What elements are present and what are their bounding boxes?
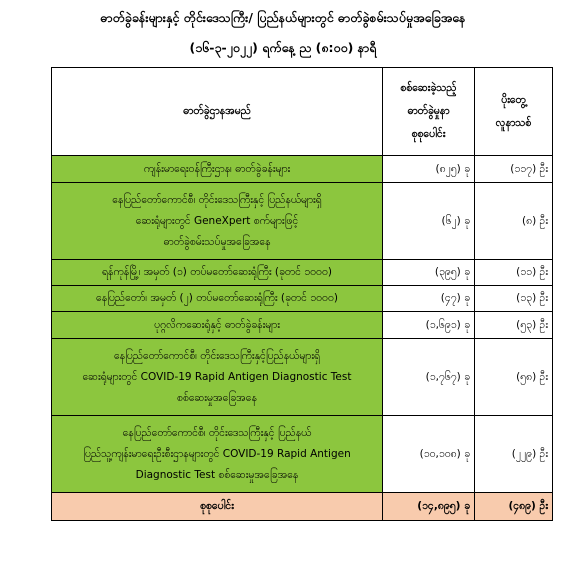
header-place: ဓာတ်ခွဲဌာနအမည် (52, 68, 383, 156)
report-date: (၁၆-၃-၂၀၂၂) ရက်နေ့ ည (၈:၀၀) နာရီ (189, 40, 377, 55)
place-cell: နေပြည်တော်၊ အမှတ် (၂) တပ်မတော်ဆေးရုံကြီး (ခုတင် ၁၀၀၀) (52, 286, 383, 312)
total-tests: (၁၄,၈၉၅) ခု (383, 493, 475, 521)
positive-cell: (၁၁၇) ဦး (475, 156, 553, 183)
header-positive-line: လူနာသစ် (495, 116, 532, 129)
header-tests-line: စစ်ဆေးခဲ့သည့် (400, 82, 457, 94)
tests-cell: (၃၉၅) ခု (383, 260, 475, 286)
positive-cell: (၁၃) ဦး (475, 286, 553, 312)
tests-cell: (၁,၇၆၇) ခု (383, 339, 475, 416)
header-tests-line: ဓာတ်ခွဲမှုနာ (407, 105, 450, 117)
header-positive (475, 68, 553, 156)
place-cell: နေပြည်တော်ကောင်စီ၊ တိုင်းဒေသကြီးနှင့် ပြည်နယ် ပြည်သူ့ကျန်းမာရေးဦးစီးဌာနများတွင် COVID-19 Rapid Antigen Diagnostic Test စစ်ဆေးမှုအခြေအနေ (52, 416, 383, 493)
tests-cell: (၈၂၅) ခု (383, 156, 475, 183)
place-cell: ရန်ကုန်မြို့၊ အမှတ် (၁) တပ်မတော်ဆေးရုံကြီး (ခုတင် ၁၀၀၀) (52, 260, 383, 286)
tests-cell: (၆၂) ခု (383, 183, 475, 260)
positive-cell: (၂၂၉) ဦး (475, 416, 553, 493)
testing-table (51, 67, 553, 521)
positive-cell: (၅၈) ဦး (475, 339, 553, 416)
table-row (52, 156, 553, 183)
tests-cell: (၁,၆၉၁) ခု (383, 312, 475, 339)
positive-cell: (၈) ဦး (475, 183, 553, 260)
report-title: ဓာတ်ခွဲခန်းများနှင့် တိုင်းဒေသကြီး/ ပြည်နယ်များတွင် ဓာတ်ခွဲစမ်းသပ်မှုအခြေအနေ (100, 10, 466, 25)
tests-cell: (၁၀,၁၀၈) ခု (383, 416, 475, 493)
header-positive-line: ပိုးတွေ့ (501, 93, 526, 106)
header-tests (383, 68, 475, 156)
total-row (52, 493, 553, 521)
positive-cell: (၅၃) ဦး (475, 312, 553, 339)
header-tests-line: စုစုပေါင်း (411, 128, 446, 140)
place-cell: ပုဂ္ဂလိကဆေးရုံနှင့် ဓာတ်ခွဲခန်းများ (52, 312, 383, 339)
total-positive: (၄၈၉) ဦး (475, 493, 553, 521)
table-row (52, 260, 553, 286)
table-row (52, 416, 553, 493)
place-cell: နေပြည်တော်ကောင်စီ၊ တိုင်းဒေသကြီးနှင့်ပြည်နယ်များရှိ ဆေးရုံများတွင် COVID-19 Rapid Antigen Diagnostic Test စစ်ဆေးမှုအခြေအနေ (52, 339, 383, 416)
total-label: စုစုပေါင်း (52, 493, 383, 521)
table-row (52, 183, 553, 260)
table-row (52, 286, 553, 312)
place-cell: ကျန်းမာရေးဝန်ကြီးဌာန၊ ဓာတ်ခွဲခန်းများ (52, 156, 383, 183)
table-row (52, 312, 553, 339)
tests-cell: (၄၇) ခု (383, 286, 475, 312)
positive-cell: (၁၁) ဦး (475, 260, 553, 286)
table-row (52, 339, 553, 416)
place-cell: နေပြည်တော်ကောင်စီ၊ တိုင်းဒေသကြီးနှင့် ပြည်နယ်များရှိ ဆေးရုံများတွင် GeneXpert စက်များဖြင့် ဓာတ်ခွဲစမ်းသပ်မှုအခြေအနေ (52, 183, 383, 260)
